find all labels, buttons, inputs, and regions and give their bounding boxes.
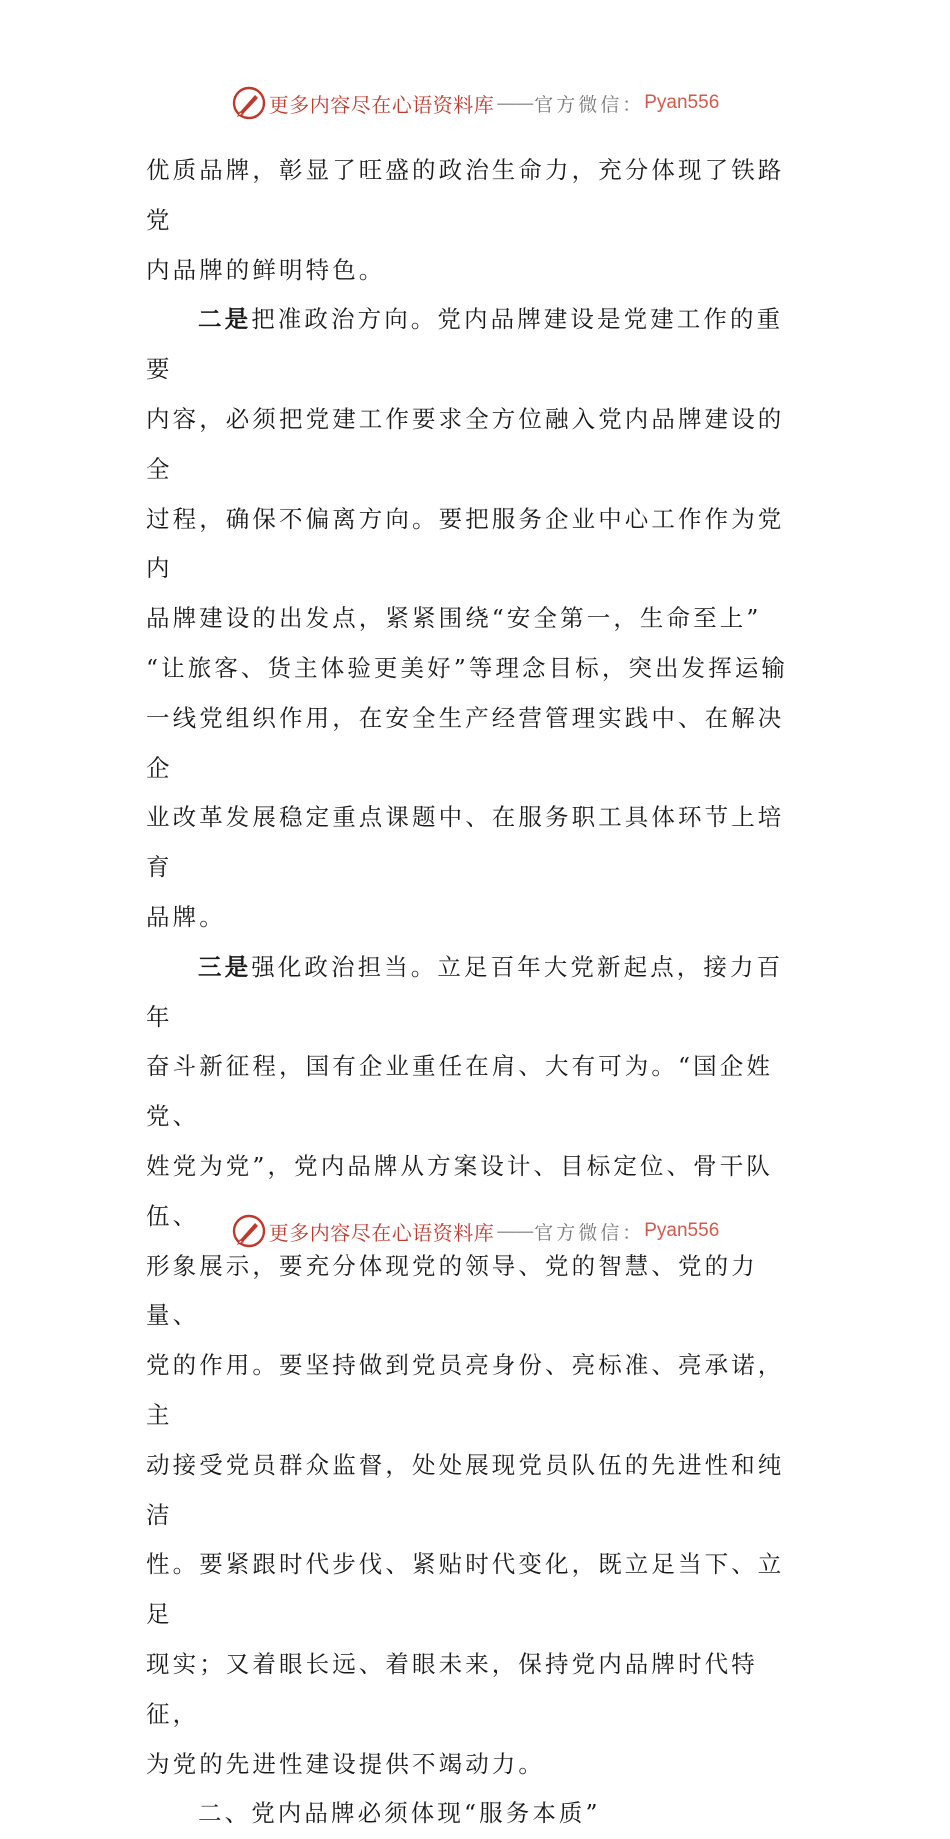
- paragraph-line: 过程，确保不偏离方向。要把服务企业中心工作作为党内: [146, 504, 785, 583]
- paragraph-line: 性。要紧跟时代步伐、紧贴时代变化，既立足当下、立足: [146, 1550, 785, 1629]
- paragraph-2: [146, 295, 806, 942]
- paragraph-line: 业改革发展稳定重点课题中、在服务职工具体环节上培育: [146, 803, 785, 882]
- banner-promo-text: 更多内容尽在心语资料库: [268, 1220, 495, 1245]
- paragraph-line: 强化政治担当。立足百年大党新起点，接力百年: [146, 952, 784, 1031]
- banner-wechat-id: Pyan556: [644, 1220, 720, 1241]
- banner-wechat-label: 官方微信：: [534, 93, 645, 116]
- paragraph-1: [146, 146, 806, 295]
- paragraph-line: 现实；又着眼长远、着眼未来，保持党内品牌时代特征，: [146, 1649, 758, 1728]
- banner-separator: ——: [496, 1219, 533, 1243]
- paragraph-line: 奋斗新征程，国有企业重任在肩、大有可为。“国企姓党、: [146, 1052, 773, 1131]
- paragraph-line: 内品牌的鲜明特色。: [146, 255, 386, 284]
- paragraph-line: 内容，必须把党建工作要求全方位融入党内品牌建设的全: [146, 404, 785, 483]
- document-body: [146, 146, 806, 1839]
- footer-watermark-banner: [0, 1211, 950, 1251]
- header-watermark-banner: [0, 83, 950, 123]
- paragraph-line: 把准政治方向。党内品牌建设是党建工作的重要: [146, 305, 784, 384]
- banner-separator: ——: [496, 91, 533, 115]
- paragraph-line: 党的作用。要坚持做到党员亮身份、亮标准、亮承诺，主: [146, 1351, 785, 1429]
- paragraph-lead: 二是: [198, 305, 252, 334]
- paragraph-line: 形象展示，要充分体现党的领导、党的智慧、党的力量、: [146, 1251, 758, 1330]
- banner-promo-text: 更多内容尽在心语资料库: [268, 92, 495, 117]
- paragraph-3: [146, 943, 806, 1790]
- paragraph-line: 优质品牌，彰显了旺盛的政治生命力，充分体现了铁路党: [146, 156, 785, 234]
- paragraph-line: “让旅客、货主体验更美好”等理念目标，突出发挥运输: [146, 653, 789, 682]
- paragraph-line: 姓党为党”，党内品牌从方案设计、目标定位、骨干队伍、: [146, 1151, 773, 1230]
- paragraph-line: 动接受党员群众监督，处处展现党员队伍的先进性和纯洁: [146, 1450, 785, 1529]
- pen-circle-logo-icon: [231, 85, 267, 121]
- paragraph-line: 品牌建设的出发点，紧紧围绕“安全第一，生命至上”: [146, 604, 762, 633]
- paragraph-lead: 三是: [198, 952, 252, 981]
- section-heading: 二、党内品牌必须体现“服务本质”: [198, 1799, 601, 1828]
- paragraph-line: 为党的先进性建设提供不竭动力。: [146, 1749, 545, 1778]
- pen-circle-logo-icon: [231, 1213, 267, 1249]
- banner-wechat-label: 官方微信：: [534, 1221, 645, 1244]
- paragraph-line: 一线党组织作用，在安全生产经营管理实践中、在解决企: [146, 703, 785, 782]
- banner-wechat-id: Pyan556: [644, 92, 720, 113]
- paragraph-line: 品牌。: [146, 902, 226, 931]
